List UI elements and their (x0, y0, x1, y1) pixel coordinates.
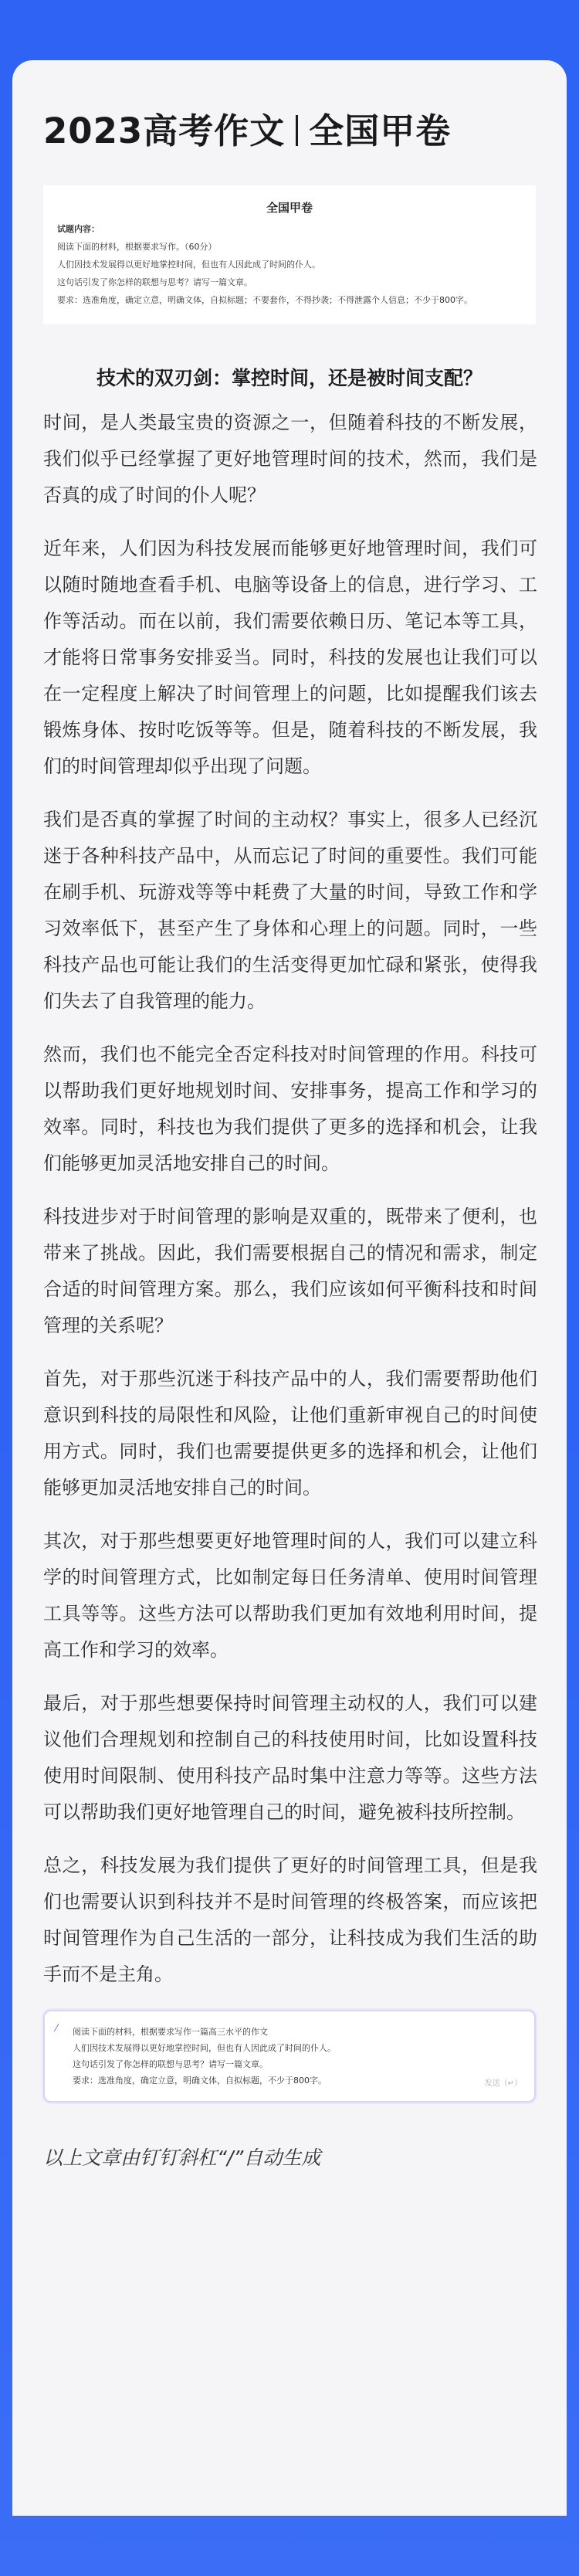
title-divider (296, 115, 298, 146)
exam-question-card (43, 185, 536, 324)
ai-prompt-input[interactable] (43, 2010, 536, 2103)
page-title-paper: 全国甲卷 (309, 110, 452, 151)
prompt-line: 人们因技术发展得以更好地掌控时间，但也有人因此成了时间的仆人。 (73, 2043, 336, 2053)
essay-body (43, 405, 537, 1993)
send-button[interactable]: 发送（↵） (484, 2079, 522, 2088)
essay-paragraph: 其次，对于那些想要更好地管理时间的人，我们可以建立科学的时间管理方式，比如制定每日任务清单、使用时间管理工具等等。这些方法可以帮助我们更加有效地利用时间，提高工作和学习的效率。 (43, 1530, 537, 1661)
essay-title: 技术的双刃剑：掌控时间，还是被时间支配？ (96, 367, 482, 389)
slash-ai-icon: ⁄ (56, 2023, 58, 2035)
essay-paragraph: 科技进步对于时间管理的影响是双重的，既带来了便利，也带来了挑战。因此，我们需要根据自己的情况和需求，制定合适的时间管理方案。那么，我们应该如何平衡科技和时间管理的关系呢？ (43, 1206, 537, 1336)
exam-line: 阅读下面的材料，根据要求写作。（60分） (57, 242, 217, 252)
essay-paragraph: 然而，我们也不能完全否定科技对时间管理的作用。科技可以帮助我们更好地规划时间、安排事务，提高工作和学习的效率。同时，科技也为我们提供了更多的选择和机会，让我们能够更加灵活地安排自己的时间。 (43, 1044, 537, 1174)
prompt-line: 要求：选准角度，确定立意，明确文体，自拟标题，不少于800字。 (73, 2075, 327, 2086)
document-page (12, 60, 567, 2516)
exam-title: 全国甲卷 (266, 201, 313, 215)
page-title (43, 108, 536, 154)
essay-paragraph: 最后，对于那些想要保持时间管理主动权的人，我们可以建议他们合理规划和控制自己的科技使用时间，比如设置科技使用时间限制、使用科技产品时集中注意力等等。这些方法可以帮助我们更好地管理自己的时间，避免被科技所控制。 (43, 1692, 537, 1823)
essay-paragraph: 总之，科技发展为我们提供了更好的时间管理工具，但是我们也需要认识到科技并不是时间管理的终极答案，而应该把时间管理作为自己生活的一部分，让科技成为我们生活的助手而不是主角。 (43, 1855, 537, 1985)
page-title-year: 2023高考作文 (43, 110, 286, 151)
essay-paragraph: 首先，对于那些沉迷于科技产品中的人，我们需要帮助他们意识到科技的局限性和风险，让他们重新审视自己的时间使用方式。同时，我们也需要提供更多的选择和机会，让他们能够更加灵活地安排自己的时间。 (43, 1368, 537, 1498)
footer-note: 以上文章由钉钉斜杠“/”自动生成 (43, 2147, 321, 2169)
exam-line: 人们因技术发展得以更好地掌控时间，但也有人因此成了时间的仆人。 (57, 260, 320, 270)
prompt-line: 这句话引发了你怎样的联想与思考？请写一篇文章。 (73, 2059, 268, 2069)
exam-line: 这句话引发了你怎样的联想与思考？请写一篇文章。 (57, 277, 252, 287)
exam-line: 要求：选准角度，确定立意，明确文体，自拟标题；不要套作，不得抄袭；不得泄露个人信息；不少于800字。 (57, 295, 472, 305)
essay-paragraph: 我们是否真的掌握了时间的主动权？事实上，很多人已经沉迷于各种科技产品中，从而忘记了时间的重要性。我们可能在刷手机、玩游戏等等中耗费了大量的时间，导致工作和学习效率低下，甚至产生了身体和心理上的问题。同时，一些科技产品也可能让我们的生活变得更加忙碌和紧张，使得我们失去了自我管理的能力。 (43, 809, 537, 1012)
exam-content-label: 试题内容： (57, 224, 100, 234)
essay-paragraph: 近年来，人们因为科技发展而能够更好地管理时间，我们可以随时随地查看手机、电脑等设备上的信息，进行学习、工作等活动。而在以前，我们需要依赖日历、笔记本等工具，才能将日常事务安排妥当。同时，科技的发展也让我们可以在一定程度上解决了时间管理上的问题，比如提醒我们该去锻炼身体、按时吃饭等等。但是，随着科技的不断发展，我们的时间管理却似乎出现了问题。 (43, 538, 537, 777)
essay-paragraph: 时间，是人类最宝贵的资源之一，但随着科技的不断发展，我们似乎已经掌握了更好地管理时间的技术，然而，我们是否真的成了时间的仆人呢？ (43, 412, 537, 506)
prompt-line: 阅读下面的材料，根据要求写作一篇高三水平的作文 (73, 2027, 268, 2037)
